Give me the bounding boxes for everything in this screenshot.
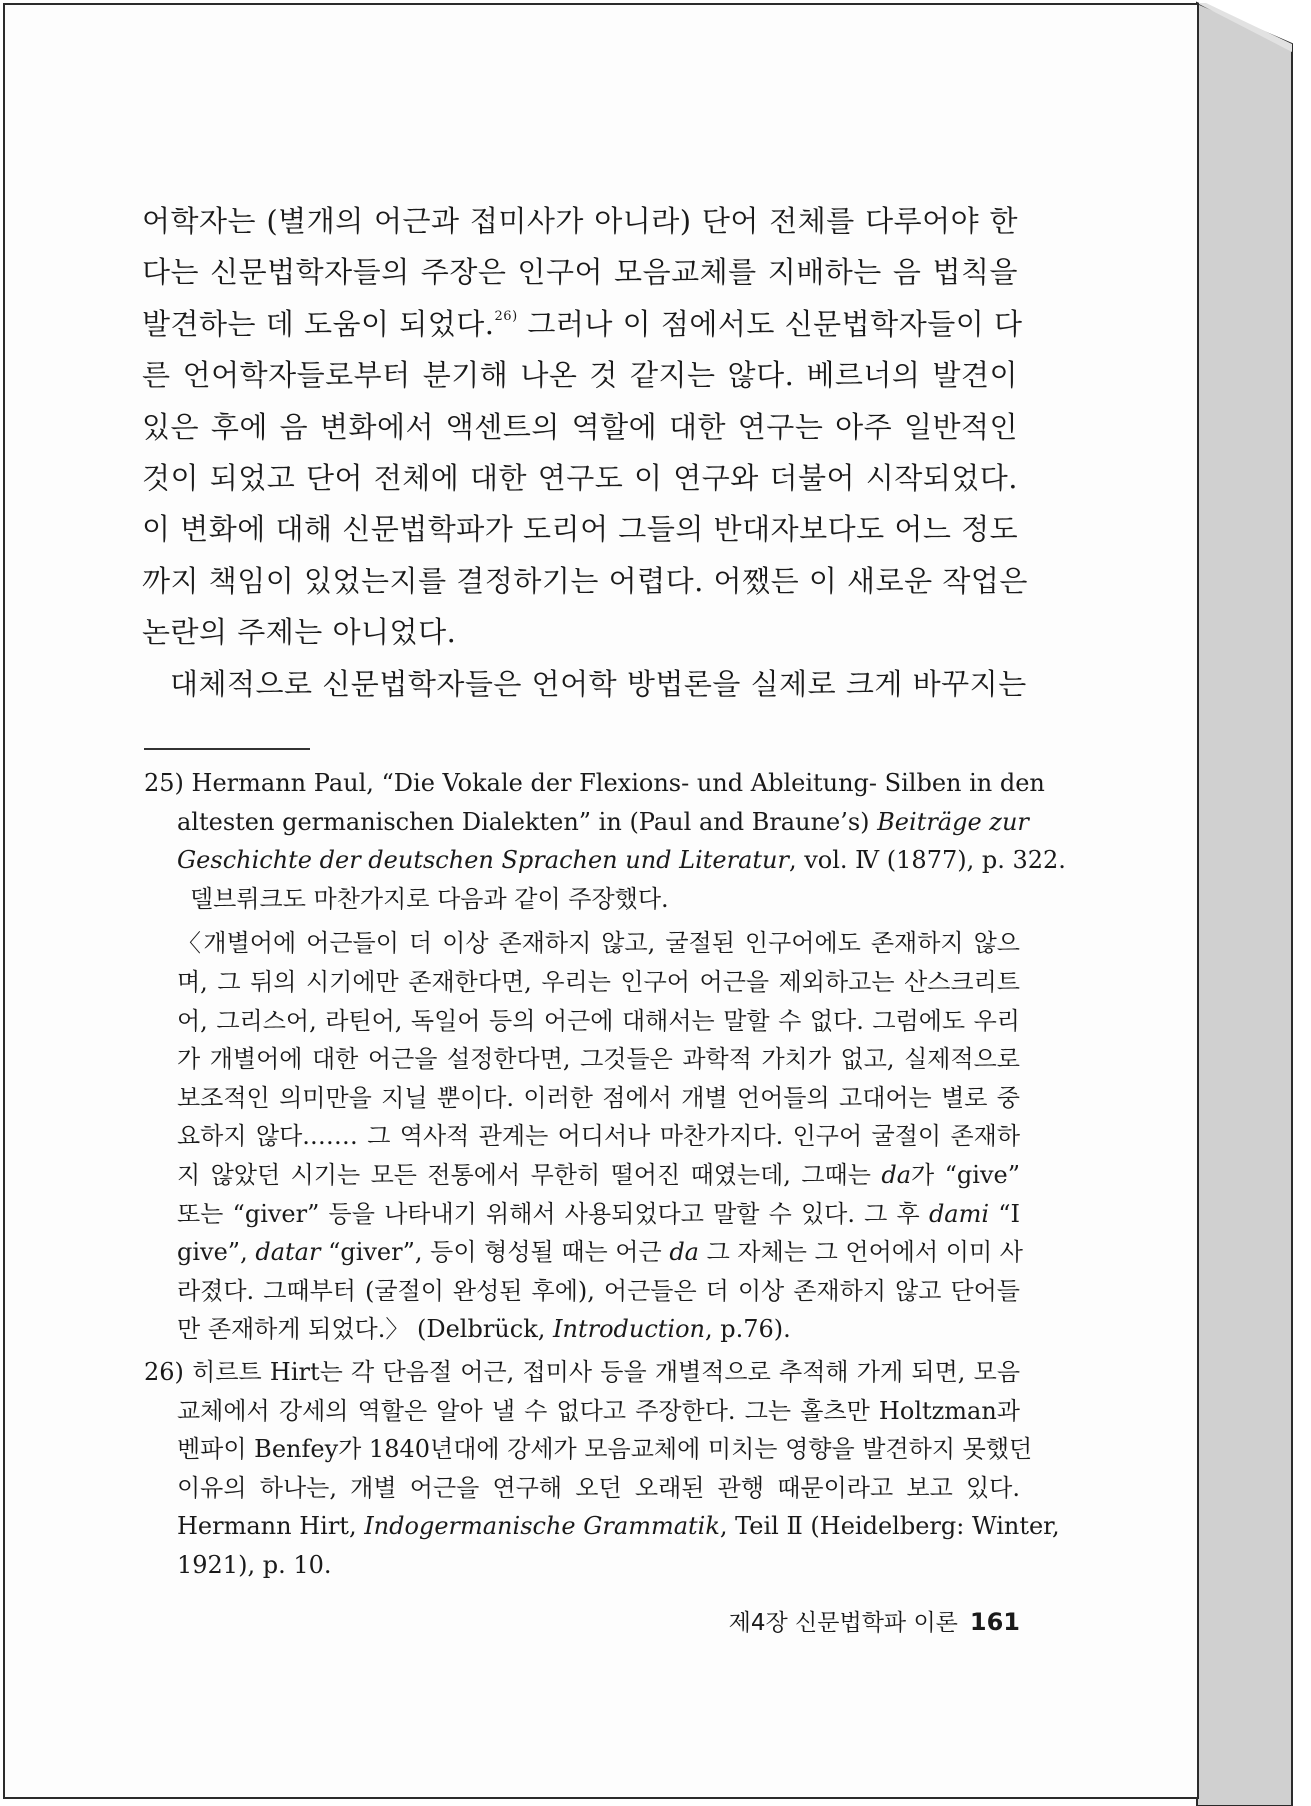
quote-line: 〈개별어에 어근들이 더 이상 존재하지 않고, 굴절된 인구어에도 존재하지 않으	[177, 929, 1020, 958]
footnote-line: 이유의 하나는, 개별 어근을 연구해 오던 오래된 관행 때문이라고 보고 있다.	[177, 1473, 1020, 1502]
footnote-text: altesten germanischen Dialekten” in (Paul and Braune’s)	[177, 807, 878, 836]
page-footer	[712, 1604, 1020, 1637]
footnote-italic: Indogermanische Grammatik	[364, 1512, 720, 1541]
quote-line: 어, 그리스어, 라틴어, 독일어 등의 어근에 대해서는 말할 수 없다. 그럼에도 우리	[177, 1006, 1020, 1035]
footnote-italic: Beiträge zur	[877, 807, 1029, 836]
footnote-line: 벤파이 Benfey가 1840년대에 강세가 모음교체에 미치는 영향을 발견하지 못했던	[177, 1435, 1033, 1464]
body-line: 있은 후에 음 변화에서 액센트의 역할에 대한 연구는 아주 일반적인	[142, 409, 1018, 444]
footnote-line	[144, 803, 1029, 842]
footnote-26	[144, 1353, 1060, 1585]
body-line: 이 변화에 대해 신문법학파가 도리어 그들의 반대자보다도 어느 정도	[142, 512, 1019, 547]
footnote-text: , vol. Ⅳ (1877), p. 322.	[788, 846, 1066, 875]
footnote-line: 델브뤼크도 마찬가지로 다음과 같이 주장했다.	[190, 884, 669, 913]
footnotes	[144, 764, 1066, 1584]
footnote-italic: Geschichte der deutschen Sprachen und Literatur	[177, 846, 789, 875]
body-text	[142, 196, 1028, 710]
body-text-fragment: 발견하는 데 도움이 되었다.	[142, 306, 495, 341]
quote-italic: Introduction	[553, 1315, 706, 1344]
footnote-text: , Teil Ⅱ (Heidelberg: Winter,	[719, 1512, 1060, 1541]
footnote-line: 교체에서 강세의 역할은 알아 낼 수 없다고 주장한다. 그는 홀츠만 Holtzman과	[177, 1396, 1020, 1425]
quote-text: give”,	[177, 1238, 256, 1267]
quote-line	[177, 1310, 1020, 1349]
quote-line	[177, 1156, 1020, 1195]
quote-text: “giver”, 등이 형성될 때는 어근	[320, 1238, 670, 1267]
quote-italic: da	[881, 1160, 912, 1189]
footnote-line	[144, 1507, 1060, 1546]
quote-text: 지 않았던 시기는 모든 전통에서 무한히 떨어진 때였는데, 그때는	[177, 1160, 882, 1189]
quote-line: 라졌다. 그때부터 (굴절이 완성된 후에), 어근들은 더 이상 존재하지 않고 단어들	[177, 1276, 1020, 1305]
quote-line: 며, 그 뒤의 시기에만 존재한다면, 우리는 인구어 어근을 제외하고는 산스크리트	[177, 967, 1020, 996]
body-line: 다는 신문법학자들의 주장은 인구어 모음교체를 지배하는 음 법칙을	[142, 255, 1018, 290]
body-line: 어학자는 (별개의 어근과 접미사가 아니라) 단어 전체를 다루어야 한	[142, 204, 1018, 238]
quote-text: , p.76).	[705, 1315, 791, 1344]
quote-italic: da	[669, 1238, 699, 1267]
footnote-line: 25) Hermann Paul, “Die Vokale der Flexions- und Ableitung- Silben in den	[144, 769, 1045, 797]
footnote-line: 26) 히르트 Hirt는 각 단음절 어근, 접미사 등을 개별적으로 추적해 가게 되면, 모음	[144, 1357, 1020, 1386]
body-line: 까지 책임이 있었는지를 결정하기는 어렵다. 어쨌든 이 새로운 작업은	[142, 563, 1028, 598]
quote-italic: dami	[928, 1199, 990, 1228]
quote-text: 또는 “giver” 등을 나타내기 위해서 사용되었다고 말할 수 있다. 그 후	[177, 1199, 929, 1228]
quote-line: 요하지 않다.…… 그 역사적 관계는 어디서나 마찬가지다. 인구어 굴절이 존재하	[177, 1122, 1020, 1151]
footnote-text: Hermann Hirt,	[177, 1512, 365, 1541]
body-text-fragment: 그러나 이 점에서도 신문법학자들이 다	[517, 306, 1023, 341]
chapter-title: 제4장 신문법학파 이론	[728, 1610, 958, 1636]
body-line: 논란의 주제는 아니었다.	[142, 615, 457, 650]
quote-line: 가 개별어에 대한 어근을 설정한다면, 그것들은 과학적 가치가 없고, 실제적으로	[177, 1045, 1020, 1074]
quote-text: 만 존재하게 되었다.〉 (Delbrück,	[177, 1315, 554, 1344]
footnote-25	[144, 764, 1066, 918]
page-number: 161	[969, 1608, 1020, 1636]
quote-italic: datar	[255, 1238, 321, 1267]
block-quote	[144, 924, 1023, 1349]
quote-line	[177, 1233, 1023, 1272]
body-line: 른 언어학자들로부터 분기해 나온 것 같지는 않다. 베르너의 발견이	[142, 358, 1018, 393]
footnote-divider	[144, 748, 310, 750]
body-line	[142, 299, 1023, 350]
footnote-reference-26[interactable]: 26)	[494, 308, 518, 324]
footnote-line	[144, 841, 1066, 880]
quote-text: 그 자체는 그 언어에서 이미 사	[698, 1238, 1023, 1267]
body-line: 것이 되었고 단어 전체에 대한 연구도 이 연구와 더불어 시작되었다.	[142, 461, 1018, 496]
quote-text: “I	[989, 1199, 1020, 1228]
quote-line	[177, 1195, 1020, 1234]
body-line: 대체적으로 신문법학자들은 언어학 방법론을 실제로 크게 바꾸지는	[170, 666, 1027, 701]
quote-line: 보조적인 의미만을 지닐 뿐이다. 이러한 점에서 개별 언어들의 고대어는 별로 중	[177, 1083, 1020, 1112]
footnote-line: 1921), p. 10.	[177, 1550, 332, 1579]
quote-text: 가 “give”	[911, 1160, 1020, 1189]
